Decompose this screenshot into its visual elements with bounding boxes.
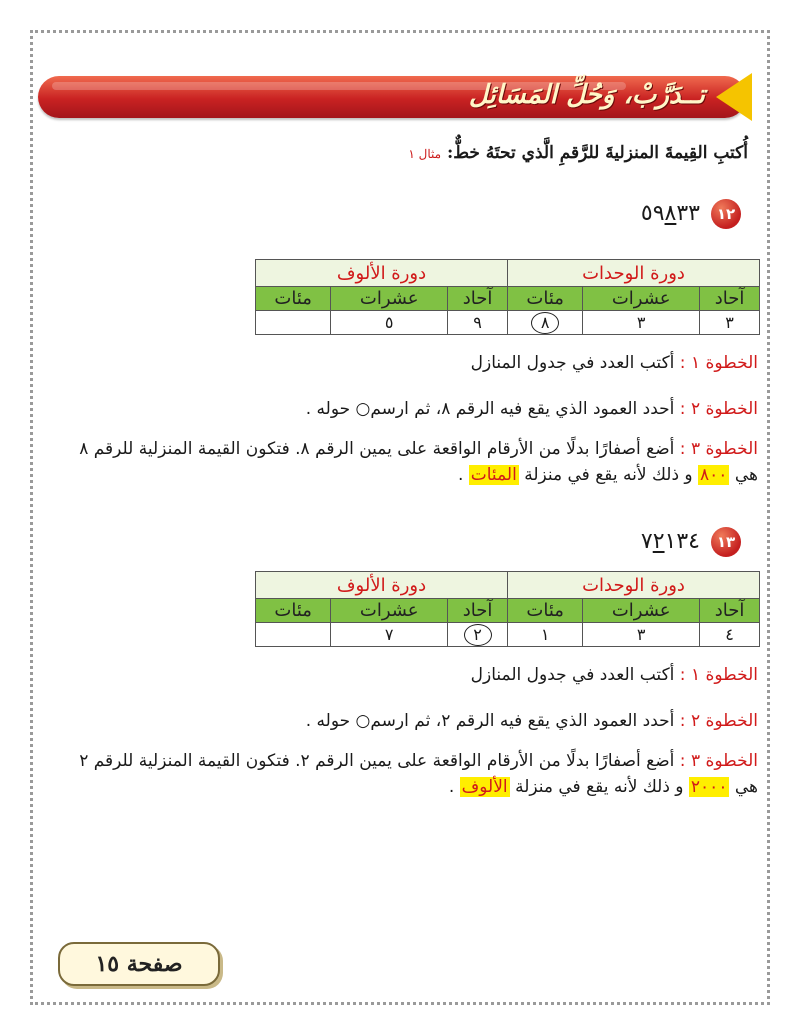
- problem-13-step-3: [68, 748, 758, 800]
- digit-cell: [448, 623, 508, 647]
- header-arrow-icon: [716, 73, 752, 121]
- digit-cell: ٧: [331, 623, 448, 647]
- problem-12-step-2: [306, 396, 758, 422]
- section-title: تــدَرَّبْ، وَحُلِّ المَسَائِل: [468, 80, 705, 110]
- place-header: عشرات: [331, 599, 448, 623]
- circled-digit: ٢: [464, 624, 492, 646]
- digit-cell: ٤: [700, 623, 760, 647]
- circled-digit: ٨: [531, 312, 559, 334]
- digit-cell: [256, 623, 331, 647]
- page-border: [30, 30, 770, 1005]
- answer-place: المئات: [470, 465, 517, 485]
- place-header: مئات: [256, 287, 331, 311]
- digit-cell: ١: [508, 623, 583, 647]
- place-header: آحاد: [448, 287, 508, 311]
- problem-13-number: ٧٢١٣٤: [640, 529, 700, 554]
- step-end: .: [457, 465, 464, 485]
- place-header: مئات: [256, 599, 331, 623]
- answer-place: الألوف: [461, 777, 508, 797]
- step-text: أضع أصفارًا بدلًا من الأرقام الواقعة على يمين الرقم ٢. فتكون القيمة المنزلية للرقم ٢ هي: [79, 751, 758, 797]
- digit-cell: ٥: [331, 311, 448, 335]
- problem-13-badge: ١٣: [711, 527, 741, 557]
- step-label: الخطوة ٣ :: [679, 439, 758, 459]
- step-text: أحدد العمود الذي يقع فيه الرقم ٨، ثم ارسم○ حوله .: [305, 399, 675, 419]
- problem-12-number: ٥٩٨٣٣: [640, 201, 700, 226]
- digit-cell: [256, 311, 331, 335]
- page-number: صفحة ١٥: [58, 942, 220, 986]
- step-label: الخطوة ٣ :: [679, 751, 758, 771]
- place-header: عشرات: [583, 287, 700, 311]
- place-header: آحاد: [448, 599, 508, 623]
- period-units: دورة الوحدات: [508, 260, 760, 287]
- place-header: عشرات: [583, 599, 700, 623]
- step-text: أكتب العدد في جدول المنازل: [470, 665, 675, 685]
- place-header: مئات: [508, 599, 583, 623]
- step-text: أحدد العمود الذي يقع فيه الرقم ٢، ثم ارسم○ حوله .: [305, 711, 675, 731]
- period-units: دورة الوحدات: [508, 572, 760, 599]
- step-label: الخطوة ٢ :: [679, 399, 758, 419]
- period-thousands: دورة الألوف: [256, 260, 508, 287]
- instruction-text: أُكتبِ القِيمةَ المنزليةَ للرَّقمِ الَّذي تحتَهُ خطٌّ:: [446, 143, 748, 163]
- problem-12-step-1: [471, 350, 758, 376]
- answer-value: ٢٠٠٠: [690, 777, 728, 797]
- digit-cell: ٣: [583, 623, 700, 647]
- problem-13-step-2: [306, 708, 758, 734]
- step-text: أكتب العدد في جدول المنازل: [470, 353, 675, 373]
- problem-12-step-3: [68, 436, 758, 488]
- place-header: آحاد: [700, 599, 760, 623]
- problem-12-badge: ١٢: [711, 199, 741, 229]
- step-label: الخطوة ٢ :: [679, 711, 758, 731]
- step-end: .: [448, 777, 455, 797]
- answer-value: ٨٠٠: [700, 465, 728, 485]
- step-label: الخطوة ١ :: [679, 665, 758, 685]
- problem-13-step-1: [471, 662, 758, 688]
- digit-cell: ٣: [583, 311, 700, 335]
- step-text: و ذلك لأنه يقع في منزلة: [515, 777, 684, 797]
- digit-cell: [508, 311, 583, 335]
- step-label: الخطوة ١ :: [679, 353, 758, 373]
- place-value-table-12: [255, 259, 760, 335]
- underlined-digit: ٢: [652, 529, 665, 554]
- step-text: أضع أصفارًا بدلًا من الأرقام الواقعة على يمين الرقم ٨. فتكون القيمة المنزلية للرقم ٨ هي: [79, 439, 758, 485]
- place-header: عشرات: [331, 287, 448, 311]
- digit-cell: ٩: [448, 311, 508, 335]
- step-text: و ذلك لأنه يقع في منزلة: [524, 465, 693, 485]
- underlined-digit: ٨: [664, 201, 677, 226]
- digit-cell: ٣: [700, 311, 760, 335]
- place-header: آحاد: [700, 287, 760, 311]
- place-value-table-13: [255, 571, 760, 647]
- instruction: [408, 143, 748, 163]
- period-thousands: دورة الألوف: [256, 572, 508, 599]
- place-header: مئات: [508, 287, 583, 311]
- example-reference: مثال ١: [408, 147, 442, 161]
